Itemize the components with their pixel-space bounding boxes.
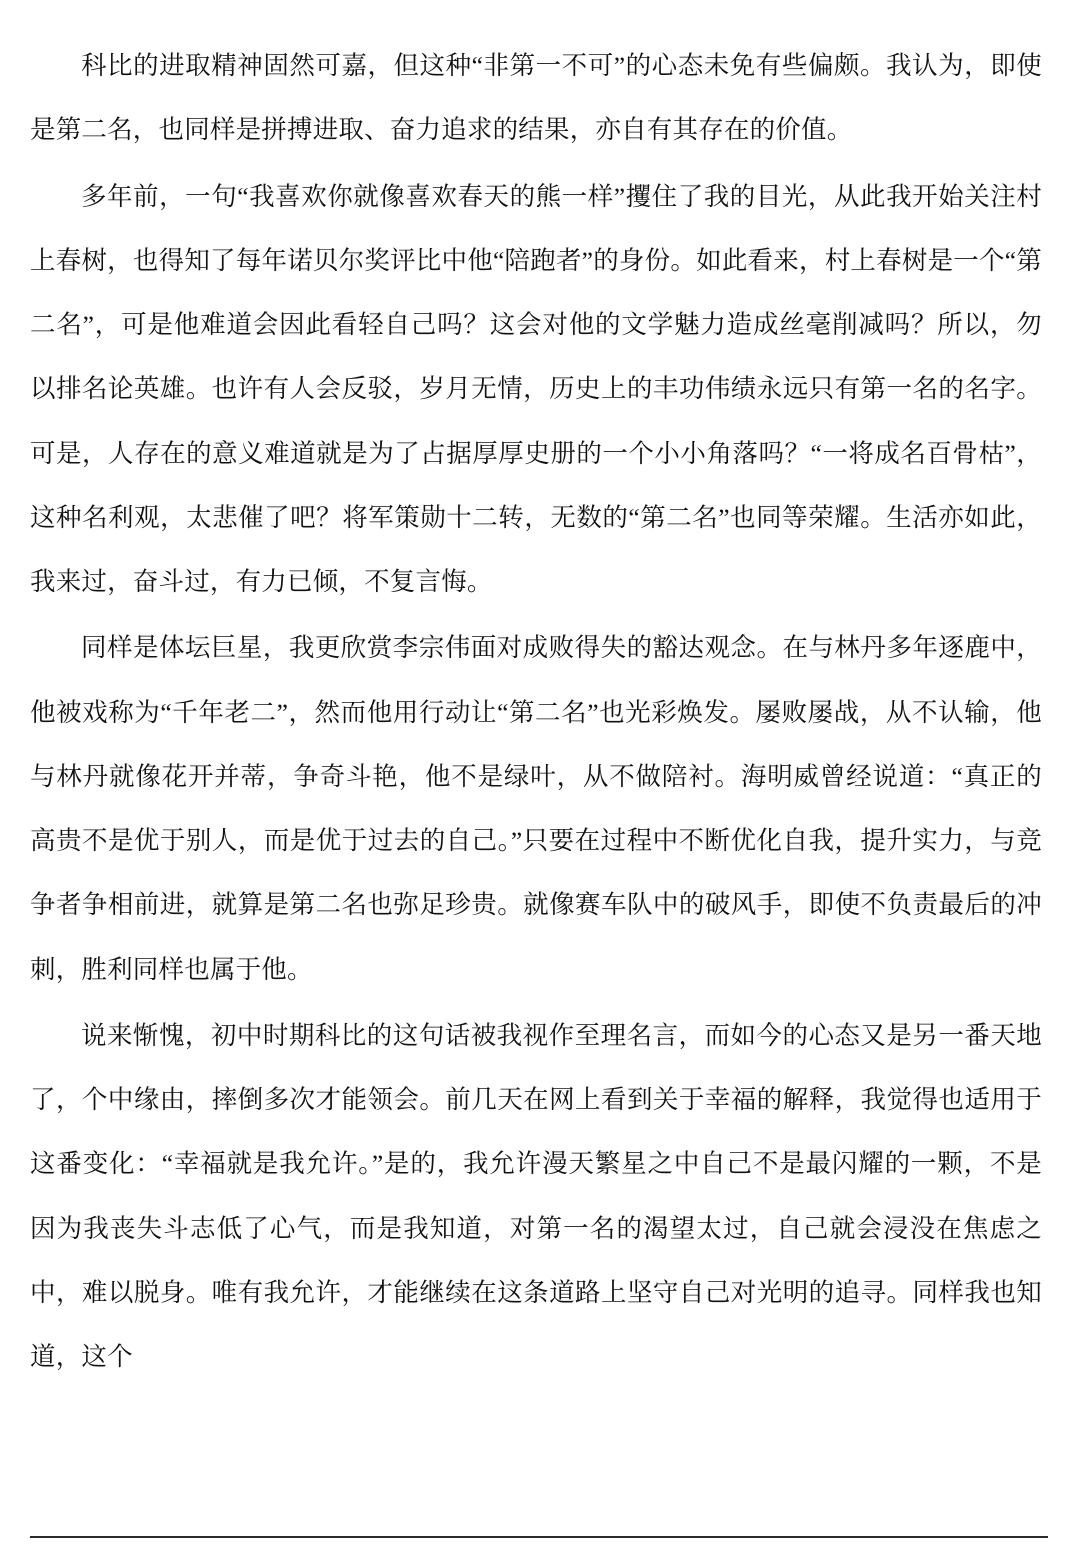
paragraph: 同样是体坛巨星，我更欣赏李宗伟面对成败得失的豁达观念。在与林丹多年逐鹿中，他被戏称为“千年老二”，然而他用行动让“第二名”也光彩焕发。屡败屡战，从不认输，他与林丹就像花开并蒂，争奇斗艳，他不是绿叶，从不做陪衬。海明威曾经说道：“真正的高贵不是优于别人，而是优于过去的自己。”只要在过程中不断优化自我，提升实力，与竞争者争相前进，就算是第二名也弥足珍贵。就像赛车队中的破风手，即使不负责最后的冲刺，胜利同样也属于他。 bbox=[30, 633, 1042, 984]
document-body bbox=[30, 34, 1042, 1389]
page-bottom-divider bbox=[30, 1536, 1048, 1538]
paragraph: 科比的进取精神固然可嘉，但这种“非第一不可”的心态未免有些偏颇。我认为，即使是第二名，也同样是拼搏进取、奋力追求的结果，亦自有其存在的价值。 bbox=[30, 51, 1042, 145]
paragraph: 多年前，一句“我喜欢你就像喜欢春天的熊一样”攫住了我的目光，从此我开始关注村上春树，也得知了每年诺贝尔奖评比中他“陪跑者”的身份。如此看来，村上春树是一个“第二名”，可是他难道会因此看轻自己吗？这会对他的文学魅力造成丝毫削减吗？所以，勿以排名论英雄。也许有人会反驳，岁月无情，历史上的丰功伟绩永远只有第一名的名字。可是，人存在的意义难道就是为了占据厚厚史册的一个小小角落吗？“一将成名百骨枯”，这种名利观，太悲催了吧？将军策勋十二转，无数的“第二名”也同等荣耀。生活亦如此，我来过，奋斗过，有力已倾，不复言悔。 bbox=[30, 181, 1042, 596]
paragraph: 说来惭愧，初中时期科比的这句话被我视作至理名言，而如今的心态又是另一番天地了，个中缘由，摔倒多次才能领会。前几天在网上看到关于幸福的解释，我觉得也适用于这番变化：“幸福就是我允许。”是的，我允许漫天繁星之中自己不是最闪耀的一颗，不是因为我丧失斗志低了心气，而是我知道，对第一名的渴望太过，自己就会浸没在焦虑之中，难以脱身。唯有我允许，才能继续在这条道路上坚守自己对光明的追寻。同样我也知道，这个 bbox=[30, 1020, 1042, 1371]
